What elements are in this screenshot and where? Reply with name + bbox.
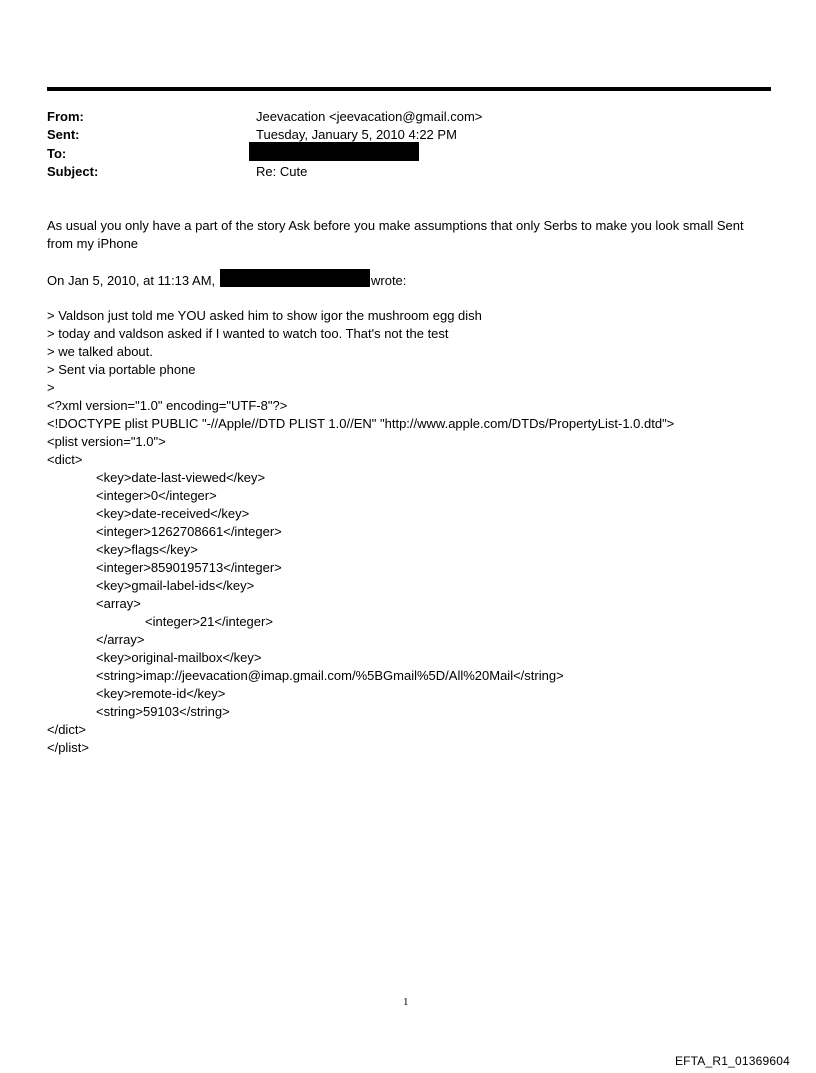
plist-line: <key>remote-id</key> (96, 686, 226, 701)
document-id: EFTA_R1_01369604 (674, 1054, 790, 1068)
page-number: 1 (403, 996, 409, 1008)
plist-line: <key>original-mailbox</key> (96, 650, 262, 665)
plist-line: <key>date-last-viewed</key> (96, 470, 266, 485)
plist-line: <dict> (47, 452, 83, 467)
plist-line: </plist> (47, 740, 89, 755)
plist-line: <string>59103</string> (96, 704, 230, 719)
plist-line: </dict> (47, 722, 87, 737)
to-redaction (249, 142, 419, 161)
sent-label: Sent: (47, 127, 80, 142)
plist-line: <key>date-received</key> (96, 506, 250, 521)
plist-line: <key>flags</key> (96, 542, 198, 557)
quoted-line: > Valdson just told me YOU asked him to show igor the mushroom egg dish (47, 308, 482, 323)
attribution-start: On Jan 5, 2010, at 11:13 AM, (47, 273, 216, 288)
plist-line: <integer>8590195713</integer> (96, 560, 282, 575)
plist-line: </array> (96, 632, 145, 647)
attribution-end: wrote: (371, 273, 407, 288)
plist-line: <key>gmail-label-ids</key> (96, 578, 255, 593)
from-value: Jeevacation <jeevacation@gmail.com> (256, 109, 483, 124)
plist-line: <integer>0</integer> (96, 488, 217, 503)
quoted-line: > today and valdson asked if I wanted to watch too. That's not the test (47, 326, 449, 341)
attribution-redaction (220, 269, 370, 287)
plist-line: <array> (96, 596, 141, 611)
plist-line: <!DOCTYPE plist PUBLIC "-//Apple//DTD PLIST 1.0//EN" "http://www.apple.com/DTDs/PropertyList-1.0.dtd"> (47, 416, 675, 431)
subject-label: Subject: (47, 164, 99, 179)
to-label: To: (47, 146, 67, 161)
quoted-line: > Sent via portable phone (47, 362, 196, 377)
attribution-line (47, 272, 215, 290)
quoted-line: > (47, 380, 55, 395)
reply-text: As usual you only have a part of the story Ask before you make assumptions that only Serbs to make you look small Sent from my iPhone (47, 218, 744, 251)
sent-value: Tuesday, January 5, 2010 4:22 PM (256, 127, 457, 142)
plist-line: <integer>21</integer> (145, 614, 273, 629)
header-rule (47, 87, 771, 91)
plist-line: <?xml version="1.0" encoding="UTF-8"?> (47, 398, 288, 413)
plist-line: <plist version="1.0"> (47, 434, 166, 449)
subject-value: Re: Cute (256, 164, 308, 179)
quoted-line: > we talked about. (47, 344, 153, 359)
plist-line: <string>imap://jeevacation@imap.gmail.com/%5BGmail%5D/All%20Mail</string> (96, 668, 564, 683)
from-label: From: (47, 109, 84, 124)
plist-line: <integer>1262708661</integer> (96, 524, 282, 539)
